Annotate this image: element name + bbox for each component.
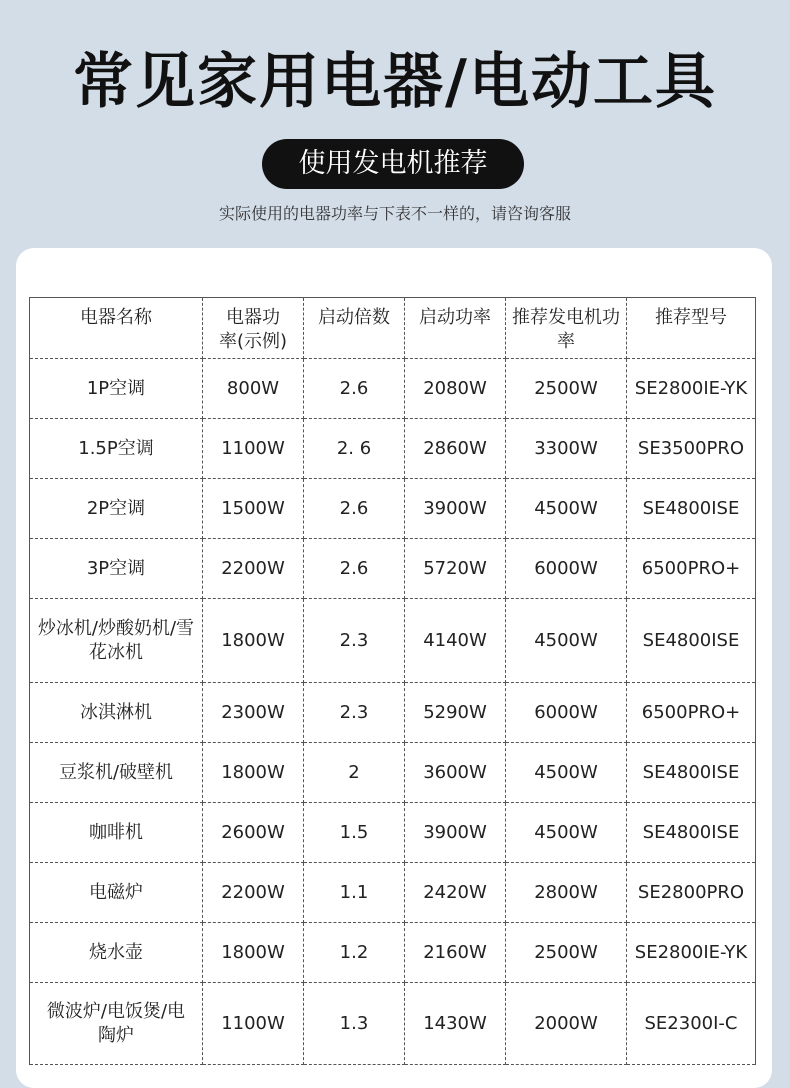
cell-appliance-name: 咖啡机 — [30, 803, 203, 863]
cell-recommended-model: SE3500PRO — [627, 419, 756, 479]
header-start-power: 启动功率 — [405, 298, 506, 359]
cell-appliance-name — [30, 983, 203, 1065]
header-appliance-power-label: 电器功率(示例) — [218, 307, 288, 352]
header-appliance-power — [203, 298, 304, 359]
table-row — [30, 983, 756, 1065]
cell-start-power: 5720W — [405, 539, 506, 599]
cell-start-multiple: 2.3 — [304, 683, 405, 743]
cell-recommended-power: 4500W — [506, 803, 627, 863]
cell-start-multiple: 1.3 — [304, 983, 405, 1065]
cell-start-power: 3600W — [405, 743, 506, 803]
cell-recommended-model: SE2800PRO — [627, 863, 756, 923]
cell-recommended-power: 6000W — [506, 683, 627, 743]
cell-recommended-model: 6500PRO+ — [627, 539, 756, 599]
cell-start-power: 2420W — [405, 863, 506, 923]
cell-start-power: 3900W — [405, 803, 506, 863]
cell-appliance-power: 800W — [203, 359, 304, 419]
cell-start-multiple: 1.5 — [304, 803, 405, 863]
cell-recommended-power: 2500W — [506, 359, 627, 419]
table-row — [30, 863, 756, 923]
cell-appliance-power: 1800W — [203, 599, 304, 683]
cell-appliance-name: 2P空调 — [30, 479, 203, 539]
cell-appliance-power: 2200W — [203, 539, 304, 599]
cell-appliance-power: 1100W — [203, 983, 304, 1065]
cell-start-power: 2860W — [405, 419, 506, 479]
cell-appliance-name-text: 炒冰机/炒酸奶机/雪花冰机 — [37, 617, 195, 663]
cell-appliance-name: 豆浆机/破壁机 — [30, 743, 203, 803]
table-row — [30, 743, 756, 803]
cell-appliance-name: 电磁炉 — [30, 863, 203, 923]
subtitle-pill: 使用发电机推荐 — [262, 139, 524, 189]
cell-start-multiple: 1.2 — [304, 923, 405, 983]
cell-appliance-name-text: 微波炉/电饭煲/电陶炉 — [46, 1000, 186, 1046]
table-row — [30, 803, 756, 863]
header-row — [30, 298, 756, 359]
cell-recommended-power: 2800W — [506, 863, 627, 923]
cell-appliance-name: 1.5P空调 — [30, 419, 203, 479]
cell-start-power: 2160W — [405, 923, 506, 983]
cell-appliance-name: 3P空调 — [30, 539, 203, 599]
cell-start-power: 3900W — [405, 479, 506, 539]
cell-appliance-power: 1100W — [203, 419, 304, 479]
cell-recommended-power: 4500W — [506, 479, 627, 539]
header-appliance-name: 电器名称 — [30, 298, 203, 359]
cell-recommended-model: 6500PRO+ — [627, 683, 756, 743]
cell-start-power: 5290W — [405, 683, 506, 743]
cell-recommended-model: SE4800ISE — [627, 743, 756, 803]
generator-recommendation-table — [29, 297, 756, 1065]
cell-start-multiple: 2. 6 — [304, 419, 405, 479]
cell-recommended-power: 4500W — [506, 599, 627, 683]
cell-recommended-power: 4500W — [506, 743, 627, 803]
cell-recommended-model: SE4800ISE — [627, 479, 756, 539]
table-row — [30, 359, 756, 419]
cell-appliance-name: 烧水壶 — [30, 923, 203, 983]
header-start-multiple: 启动倍数 — [304, 298, 405, 359]
cell-start-power: 4140W — [405, 599, 506, 683]
cell-appliance-power: 1800W — [203, 923, 304, 983]
cell-start-power: 2080W — [405, 359, 506, 419]
cell-recommended-model: SE2800IE-YK — [627, 359, 756, 419]
header-recommended-power — [506, 298, 627, 359]
header-recommended-power-label: 推荐发电机功率 — [512, 307, 620, 352]
cell-recommended-power: 3300W — [506, 419, 627, 479]
cell-appliance-name: 冰淇淋机 — [30, 683, 203, 743]
table-row — [30, 599, 756, 683]
cell-recommended-model: SE4800ISE — [627, 599, 756, 683]
cell-start-multiple: 2 — [304, 743, 405, 803]
table-row — [30, 539, 756, 599]
cell-appliance-name — [30, 599, 203, 683]
note-text: 实际使用的电器功率与下表不一样的，请咨询客服 — [218, 204, 571, 223]
cell-recommended-power: 2000W — [506, 983, 627, 1065]
cell-appliance-power: 1500W — [203, 479, 304, 539]
cell-start-multiple: 2.6 — [304, 479, 405, 539]
cell-start-multiple: 1.1 — [304, 863, 405, 923]
header-recommended-model: 推荐型号 — [627, 298, 756, 359]
table-row — [30, 479, 756, 539]
cell-appliance-power: 2200W — [203, 863, 304, 923]
cell-appliance-power: 2300W — [203, 683, 304, 743]
cell-appliance-name: 1P空调 — [30, 359, 203, 419]
cell-start-multiple: 2.6 — [304, 359, 405, 419]
cell-recommended-power: 6000W — [506, 539, 627, 599]
cell-recommended-model: SE2300I-C — [627, 983, 756, 1065]
cell-recommended-power: 2500W — [506, 923, 627, 983]
table-row — [30, 923, 756, 983]
cell-appliance-power: 1800W — [203, 743, 304, 803]
cell-start-multiple: 2.3 — [304, 599, 405, 683]
page-title: 常见家用电器/电动工具 — [73, 47, 717, 117]
cell-recommended-model: SE4800ISE — [627, 803, 756, 863]
cell-start-power: 1430W — [405, 983, 506, 1065]
cell-recommended-model: SE2800IE-YK — [627, 923, 756, 983]
table-row — [30, 419, 756, 479]
cell-start-multiple: 2.6 — [304, 539, 405, 599]
table-row — [30, 683, 756, 743]
cell-appliance-power: 2600W — [203, 803, 304, 863]
